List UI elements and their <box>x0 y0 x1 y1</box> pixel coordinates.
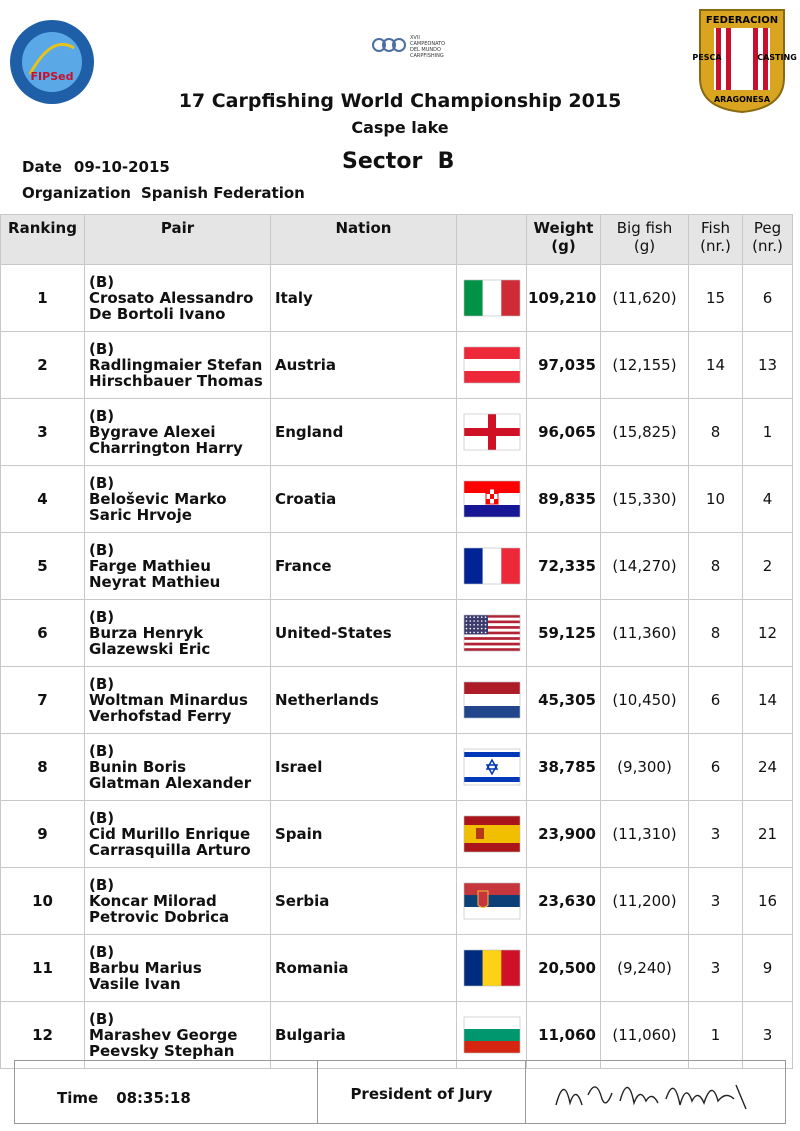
peg-cell: 12 <box>743 600 793 667</box>
pair-sector: (B) <box>89 340 115 358</box>
pair-angler-2: Glatman Alexander <box>89 774 252 792</box>
date-line <box>22 158 182 176</box>
weight-cell: 11,060 <box>527 1002 601 1069</box>
fish-count-cell: 3 <box>689 935 743 1002</box>
peg-cell: 13 <box>743 332 793 399</box>
rank-cell: 11 <box>1 935 85 1002</box>
fish-count-cell: 6 <box>689 667 743 734</box>
pair-cell <box>85 399 271 466</box>
center-logo-line-3: DEL MUNDO <box>410 47 441 53</box>
pair-sector: (B) <box>89 273 115 291</box>
nation-cell: Austria <box>271 332 457 399</box>
flag-cell <box>457 600 527 667</box>
rank-cell: 5 <box>1 533 85 600</box>
header-bigfish <box>601 215 689 265</box>
date-label: Date <box>22 158 62 176</box>
flag-cell <box>457 533 527 600</box>
president-of-jury-label: President of Jury <box>350 1085 493 1103</box>
rank-cell: 9 <box>1 801 85 868</box>
peg-cell: 9 <box>743 935 793 1002</box>
fish-count-cell: 1 <box>689 1002 743 1069</box>
time-label: Time <box>57 1089 99 1107</box>
championship-logo <box>370 32 460 62</box>
rank-cell: 6 <box>1 600 85 667</box>
rank-cell: 12 <box>1 1002 85 1069</box>
pair-angler-2: Carrasquilla Arturo <box>89 841 251 859</box>
table-row <box>1 399 793 466</box>
pair-angler-1: Bunin Boris <box>89 758 187 776</box>
england-flag-icon <box>464 414 520 450</box>
bigfish-cell: (11,200) <box>601 868 689 935</box>
flag-cell <box>457 734 527 801</box>
rank-cell: 4 <box>1 466 85 533</box>
table-row <box>1 466 793 533</box>
netherlands-flag-icon <box>464 682 520 718</box>
footer-time-cell <box>15 1061 318 1123</box>
pair-cell <box>85 332 271 399</box>
right-logo-line-4: ARAGONESA <box>713 95 771 104</box>
bigfish-cell: (11,060) <box>601 1002 689 1069</box>
israel-flag-icon <box>464 749 520 785</box>
peg-cell: 14 <box>743 667 793 734</box>
pair-angler-2: Glazewski Eric <box>89 640 211 658</box>
header-fish <box>689 215 743 265</box>
nation-cell: Croatia <box>271 466 457 533</box>
table-row <box>1 600 793 667</box>
document-subtitle: Caspe lake <box>351 118 449 137</box>
pair-angler-2: Charrington Harry <box>89 439 243 457</box>
pair-angler-2: Saric Hrvoje <box>89 506 192 524</box>
pair-sector: (B) <box>89 407 115 425</box>
pair-cell <box>85 265 271 332</box>
bulgaria-flag-icon <box>464 1017 520 1053</box>
organization-value: Spanish Federation <box>140 184 305 202</box>
header-flag <box>457 215 527 265</box>
peg-cell: 4 <box>743 466 793 533</box>
bigfish-cell: (15,330) <box>601 466 689 533</box>
footer-signature-cell <box>526 1061 785 1123</box>
peg-cell: 24 <box>743 734 793 801</box>
header-fish-label: Fish <box>700 219 731 237</box>
signature <box>546 1065 766 1121</box>
weight-cell: 20,500 <box>527 935 601 1002</box>
pair-angler-1: Crosato Alessandro <box>89 289 254 307</box>
serbia-flag-icon <box>464 883 520 919</box>
right-logo-line-1: FEDERACION <box>705 15 779 26</box>
rank-cell: 2 <box>1 332 85 399</box>
header-ranking: Ranking <box>1 215 85 265</box>
header-fish-unit: (nr.) <box>700 237 731 255</box>
fish-count-cell: 14 <box>689 332 743 399</box>
flag-cell <box>457 332 527 399</box>
flag-cell <box>457 466 527 533</box>
weight-cell: 23,900 <box>527 801 601 868</box>
peg-cell: 6 <box>743 265 793 332</box>
pair-sector: (B) <box>89 943 115 961</box>
fish-count-cell: 8 <box>689 399 743 466</box>
weight-cell: 23,630 <box>527 868 601 935</box>
pair-angler-1: Burza Henryk <box>89 624 204 642</box>
header-peg <box>743 215 793 265</box>
rank-cell: 8 <box>1 734 85 801</box>
document-title: 17 Carpfishing World Championship 2015 <box>178 90 622 112</box>
weight-cell: 89,835 <box>527 466 601 533</box>
nation-cell: Spain <box>271 801 457 868</box>
bigfish-cell: (11,620) <box>601 265 689 332</box>
pair-sector: (B) <box>89 1010 115 1028</box>
header-bigfish-label: Big fish <box>616 219 673 237</box>
nation-cell: Romania <box>271 935 457 1002</box>
table-row <box>1 265 793 332</box>
pair-cell <box>85 734 271 801</box>
center-logo-line-4: CARPFISHING <box>410 53 444 59</box>
pair-angler-1: Beloševic Marko <box>89 490 227 508</box>
table-row <box>1 868 793 935</box>
results-table <box>0 214 793 1069</box>
pair-angler-2: Vasile Ivan <box>89 975 181 993</box>
time-value: 08:35:18 <box>116 1089 191 1107</box>
bigfish-cell: (11,310) <box>601 801 689 868</box>
pair-cell <box>85 600 271 667</box>
date-value: 09-10-2015 <box>73 158 170 176</box>
pair-cell <box>85 868 271 935</box>
fish-count-cell: 8 <box>689 600 743 667</box>
flag-cell <box>457 935 527 1002</box>
weight-cell: 97,035 <box>527 332 601 399</box>
center-logo-line-2: CAMPEONATO <box>410 41 446 47</box>
nation-cell: Bulgaria <box>271 1002 457 1069</box>
organization-label: Organization <box>22 184 131 202</box>
pair-cell <box>85 533 271 600</box>
peg-cell: 2 <box>743 533 793 600</box>
rank-cell: 7 <box>1 667 85 734</box>
header-weight-unit: (g) <box>551 237 576 255</box>
pair-angler-1: Woltman Minardus <box>89 691 248 709</box>
fish-count-cell: 10 <box>689 466 743 533</box>
nation-cell: Netherlands <box>271 667 457 734</box>
table-row <box>1 667 793 734</box>
rank-cell: 1 <box>1 265 85 332</box>
fish-count-cell: 15 <box>689 265 743 332</box>
pair-angler-2: Neyrat Mathieu <box>89 573 221 591</box>
pair-angler-1: Bygrave Alexei <box>89 423 216 441</box>
fish-count-cell: 6 <box>689 734 743 801</box>
header-nation: Nation <box>271 215 457 265</box>
nation-cell: United-States <box>271 600 457 667</box>
fish-count-cell: 3 <box>689 801 743 868</box>
flag-cell <box>457 801 527 868</box>
table-row <box>1 801 793 868</box>
pair-cell <box>85 667 271 734</box>
weight-cell: 45,305 <box>527 667 601 734</box>
pair-cell <box>85 466 271 533</box>
usa-flag-icon <box>464 615 520 651</box>
weight-cell: 38,785 <box>527 734 601 801</box>
nation-cell: England <box>271 399 457 466</box>
pair-angler-2: De Bortoli Ivano <box>89 305 226 323</box>
pair-sector: (B) <box>89 809 115 827</box>
pair-sector: (B) <box>89 675 115 693</box>
pair-angler-1: Barbu Marius <box>89 959 202 977</box>
center-logo-line-1: XVII <box>410 35 420 41</box>
romania-flag-icon <box>464 950 520 986</box>
flag-cell <box>457 265 527 332</box>
footer-time <box>57 1089 209 1107</box>
header-weight-label: Weight <box>533 219 594 237</box>
weight-cell: 59,125 <box>527 600 601 667</box>
spain-flag-icon <box>464 816 520 852</box>
austria-flag-icon <box>464 347 520 383</box>
sector-title: Sector B <box>342 149 455 174</box>
italy-flag-icon <box>464 280 520 316</box>
pair-sector: (B) <box>89 474 115 492</box>
pair-angler-1: Koncar Milorad <box>89 892 217 910</box>
header-pair: Pair <box>85 215 271 265</box>
pair-angler-1: Farge Mathieu <box>89 557 211 575</box>
bigfish-cell: (14,270) <box>601 533 689 600</box>
right-logo-line-3: CASTING <box>757 53 797 62</box>
organization-line <box>22 184 315 202</box>
weight-cell: 96,065 <box>527 399 601 466</box>
bigfish-cell: (9,300) <box>601 734 689 801</box>
header-peg-label: Peg <box>753 219 782 237</box>
rank-cell: 3 <box>1 399 85 466</box>
fish-count-cell: 8 <box>689 533 743 600</box>
peg-cell: 16 <box>743 868 793 935</box>
pair-sector: (B) <box>89 608 115 626</box>
flag-cell <box>457 1002 527 1069</box>
table-row <box>1 1002 793 1069</box>
nation-cell: Serbia <box>271 868 457 935</box>
header-weight <box>527 215 601 265</box>
bigfish-cell: (10,450) <box>601 667 689 734</box>
fipsed-logo-text: FIPSed <box>30 70 74 83</box>
weight-cell: 109,210 <box>527 265 601 332</box>
pair-cell <box>85 801 271 868</box>
pair-angler-1: Cid Murillo Enrique <box>89 825 251 843</box>
nation-cell: France <box>271 533 457 600</box>
footer-president-cell <box>318 1061 526 1123</box>
footer-box <box>14 1060 786 1124</box>
header-peg-unit: (nr.) <box>752 237 783 255</box>
france-flag-icon <box>464 548 520 584</box>
results-table-body <box>1 265 793 1069</box>
croatia-flag-icon <box>464 481 520 517</box>
pair-angler-2: Peevsky Stephan <box>89 1042 235 1060</box>
table-row <box>1 935 793 1002</box>
bigfish-cell: (15,825) <box>601 399 689 466</box>
bigfish-cell: (12,155) <box>601 332 689 399</box>
peg-cell: 3 <box>743 1002 793 1069</box>
nation-cell: Italy <box>271 265 457 332</box>
pair-angler-1: Radlingmaier Stefan <box>89 356 263 374</box>
header-bigfish-unit: (g) <box>633 237 656 255</box>
pair-angler-1: Marashev George <box>89 1026 238 1044</box>
peg-cell: 21 <box>743 801 793 868</box>
weight-cell: 72,335 <box>527 533 601 600</box>
peg-cell: 1 <box>743 399 793 466</box>
table-row <box>1 533 793 600</box>
right-logo-line-2: PESCA <box>692 53 722 62</box>
pair-angler-2: Hirschbauer Thomas <box>89 372 263 390</box>
flag-cell <box>457 399 527 466</box>
pair-cell <box>85 1002 271 1069</box>
table-row <box>1 332 793 399</box>
pair-sector: (B) <box>89 541 115 559</box>
bigfish-cell: (11,360) <box>601 600 689 667</box>
nation-cell: Israel <box>271 734 457 801</box>
pair-sector: (B) <box>89 876 115 894</box>
flag-cell <box>457 868 527 935</box>
pair-angler-2: Petrovic Dobrica <box>89 908 230 926</box>
flag-cell <box>457 667 527 734</box>
table-header-row <box>1 215 793 265</box>
table-row <box>1 734 793 801</box>
pair-angler-2: Verhofstad Ferry <box>89 707 232 725</box>
bigfish-cell: (9,240) <box>601 935 689 1002</box>
pair-sector: (B) <box>89 742 115 760</box>
fish-count-cell: 3 <box>689 868 743 935</box>
pair-cell <box>85 935 271 1002</box>
rank-cell: 10 <box>1 868 85 935</box>
